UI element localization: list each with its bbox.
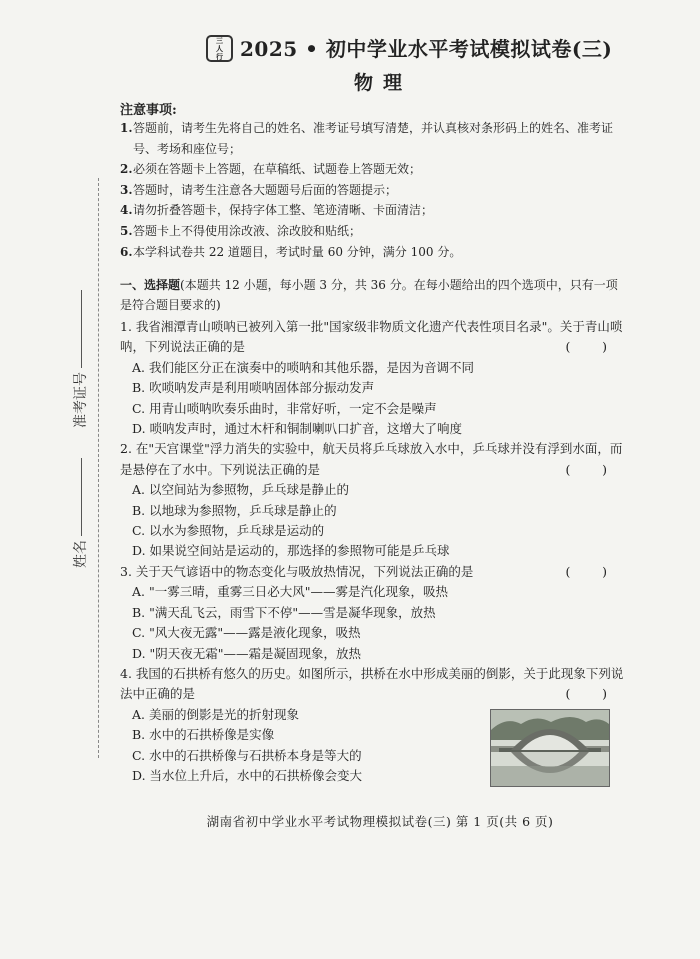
notice-item (120, 159, 620, 180)
notice-number: 6. (120, 244, 133, 259)
notice-text: 请勿折叠答题卡，保持字体工整、笔迹清晰、卡面清洁； (133, 203, 434, 218)
option-c: C. 用青山唢呐吹奏乐曲时，非常好听，一定不会是噪声 (132, 400, 437, 416)
notice-item (120, 200, 620, 221)
notice-item (120, 221, 620, 242)
notice-text: 本学科试卷共 22 道题目，考试时量 60 分钟，满分 100 分。 (133, 244, 462, 259)
name-blank[interactable] (81, 458, 82, 536)
binding-line (98, 178, 100, 758)
question-1 (120, 317, 625, 439)
notice-text: 答题前，请考生先将自己的姓名、准考证号填写清楚，并认真核对条形码上的姓名、准考证号、考场和座位号； (133, 121, 614, 156)
name-label: 姓名 (73, 540, 89, 568)
notice-number: 2. (120, 162, 133, 177)
option-a: A. 以空间站为参照物，乒乓球是静止的 (132, 482, 349, 498)
question-text: 2. 在"天宫课堂"浮力消失的实验中，航天员将乒乓球放入水中，乒乓球并没有浮到水面，而是悬停在了水中。下列说法正确的是 (120, 441, 623, 477)
page-footer: 湖南省初中学业水平考试物理模拟试卷(三) 第 1 页(共 6 页) (206, 814, 554, 829)
option-b: B. 水中的石拱桥像是实像 (132, 727, 275, 743)
exam-id-field[interactable] (70, 290, 90, 428)
publisher-logo (206, 35, 233, 62)
option-d: D. 当水位上升后，水中的石拱桥像会变大 (132, 767, 363, 783)
option-b: B. "满天乱飞云，雨雪下不停"——雪是凝华现象，放热 (132, 604, 436, 620)
section-instruction: (本题共 12 小题，每小题 3 分，共 36 分。在每小题给出的四个选项中，只有一项是符合题目要求的) (120, 278, 618, 312)
option-d: D. 唢呐发声时，通过木杆和铜制喇叭口扩音，这增大了响度 (132, 421, 463, 437)
exam-id-blank[interactable] (81, 290, 82, 368)
notice-text: 答题时，请考生注意各大题题号后面的答题提示； (133, 182, 398, 197)
option-a: A. 我们能区分正在演奏中的唢呐和其他乐器，是因为音调不同 (132, 359, 474, 375)
name-field[interactable] (70, 458, 90, 568)
question-stem (120, 562, 625, 582)
notice-number: 3. (120, 182, 133, 197)
question-stem (120, 439, 625, 480)
exam-id-label: 准考证号 (73, 372, 89, 428)
question-3 (120, 562, 625, 664)
notice-text: 答题卡上不得使用涂改液、涂改胶和贴纸； (133, 223, 362, 238)
option-c: C. "风大夜无露"——露是液化现象，吸热 (132, 625, 361, 641)
notice-number: 1. (120, 121, 133, 135)
answer-bracket[interactable]: ( ) (565, 339, 607, 355)
option-a: A. 美丽的倒影是光的折射现象 (132, 706, 299, 722)
notice-text: 必须在答题卡上答题，在草稿纸、试题卷上答题无效； (133, 162, 422, 177)
option-b: B. 以地球为参照物，乒乓球是静止的 (132, 502, 337, 518)
option-d: D. "阴天夜无霜"——霜是凝固现象，放热 (132, 645, 362, 661)
question-text: 1. 我省湘潭青山唢呐已被列入第一批"国家级非物质文化遗产代表性项目名录"。关于青山唢呐，下列说法正确的是 (120, 319, 623, 355)
answer-bracket[interactable]: ( ) (565, 461, 607, 477)
arch-bridge-illustration (491, 710, 609, 786)
notice-item (120, 242, 620, 263)
option-d: D. 如果说空间站是运动的，那选择的参照物可能是乒乓球 (132, 543, 450, 559)
arch-bridge-photo (490, 709, 610, 787)
question-stem (120, 664, 625, 705)
option-b: B. 吹唢呐发声是利用唢呐固体部分振动发声 (132, 380, 375, 396)
notice-number: 5. (120, 223, 133, 238)
option-c: C. 以水为参照物，乒乓球是运动的 (132, 523, 325, 539)
section-heading (120, 275, 625, 315)
answer-bracket[interactable]: ( ) (565, 686, 607, 702)
exam-title: 2025 • 初中学业水平考试模拟试卷(三) (240, 37, 613, 61)
section-title: 一、选择题 (120, 278, 181, 292)
notice-list (120, 118, 620, 262)
question-2 (120, 439, 625, 561)
option-c: C. 水中的石拱桥像与石拱桥本身是等大的 (132, 747, 362, 763)
logo-char: 三 (216, 35, 223, 45)
notice-item (120, 180, 620, 201)
question-stem (120, 317, 625, 358)
logo-char: 行 (216, 51, 223, 61)
logo-char: 人 (216, 43, 223, 53)
subject-title: 物理 (353, 72, 412, 94)
question-text: 4. 我国的石拱桥有悠久的历史。如图所示，拱桥在水中形成美丽的倒影，关于此现象下列说法中正确的是 (120, 665, 624, 702)
answer-bracket[interactable]: ( ) (565, 563, 607, 579)
notice-heading: 注意事项: (120, 103, 177, 118)
option-a: A. "一雾三晴，重雾三日必大风"——雾是汽化现象，吸热 (132, 584, 448, 600)
question-text: 3. 关于天气谚语中的物态变化与吸放热情况，下列说法正确的是 (120, 563, 474, 579)
notice-item (120, 118, 620, 159)
notice-number: 4. (120, 203, 133, 218)
